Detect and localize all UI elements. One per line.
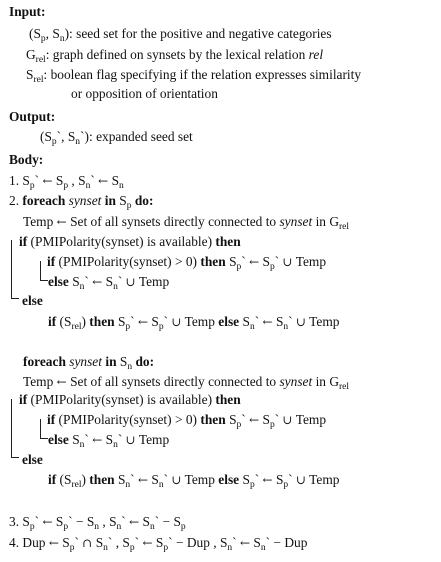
if-available-positive: if (PMIPolarity(synset) is available) then [19,234,241,249]
if-bracket-negative [11,399,19,458]
else-available-negative: else [22,452,43,467]
else-pmi-positive-2: else $S_n`$ ← $S_n`$ ∪ Temp [48,432,170,450]
inner-bracket-positive [40,261,48,281]
temp-assign-negative: Temp ← Set of all synsets directly connected to synset in $G_{rel}$ [23,374,350,392]
if-pmi-positive-2: if (PMIPolarity(synset) > 0) then $S_p`$ ← $S_p`$ ∪ Temp [47,412,327,430]
input-graph: $G_{rel}$: graph defined on synsets by the lexical relation rel [26,47,324,65]
step-1: 1. $S_p`$ ← $S_p$ , $S_n`$ ← $S_n$ [9,173,124,191]
body-heading: Body: [9,152,44,167]
else-pmi-positive-1: else $S_n`$ ← $S_n`$ ∪ Temp [48,274,170,292]
if-bracket-positive [11,240,19,299]
if-available-negative: if (PMIPolarity(synset) is available) then [19,392,241,407]
inner-bracket-negative [40,419,48,439]
output-set: ($S_p`$, $S_n`$): expanded seed set [40,129,193,147]
step-4: 4. Dup ← $S_p`$ ∩ $S_n`$ , $S_p`$ ← $S_p`$ − Dup , $S_n`$ ← $S_n`$ − Dup [9,535,308,553]
input-flag-cont: or opposition of orientation [71,86,218,101]
input-heading: Input: [9,4,46,19]
if-rel-negative: if $(S_{rel})$ then $S_n`$ ← $S_n`$ ∪ Temp else $S_p`$ ← $S_p`$ ∪ Temp [48,472,340,490]
output-heading: Output: [9,109,56,124]
step-2-foreach-positive: 2. foreach synset in $S_p$ do: [9,193,154,211]
foreach-negative: foreach synset in $S_n$ do: [23,354,155,372]
if-rel-positive: if $(S_{rel})$ then $S_p`$ ← $S_p`$ ∪ Temp else $S_n`$ ← $S_n`$ ∪ Temp [48,314,340,332]
temp-assign-positive: Temp ← Set of all synsets directly connected to synset in $G_{rel}$ [23,214,350,232]
step-3: 3. $S_p`$ ← $S_p` - S_n$ , $S_n`$ ← $S_n` - S_p$ [9,514,186,532]
input-flag: $S_{rel}$: boolean flag specifying if the relation expresses similarity [26,67,362,85]
input-seed-set: ($S_p$, $S_n$): seed set for the positive and negative categories [29,26,332,44]
else-available-positive: else [22,293,43,308]
if-pmi-positive-1: if (PMIPolarity(synset) > 0) then $S_p`$ ← $S_p`$ ∪ Temp [47,254,327,272]
